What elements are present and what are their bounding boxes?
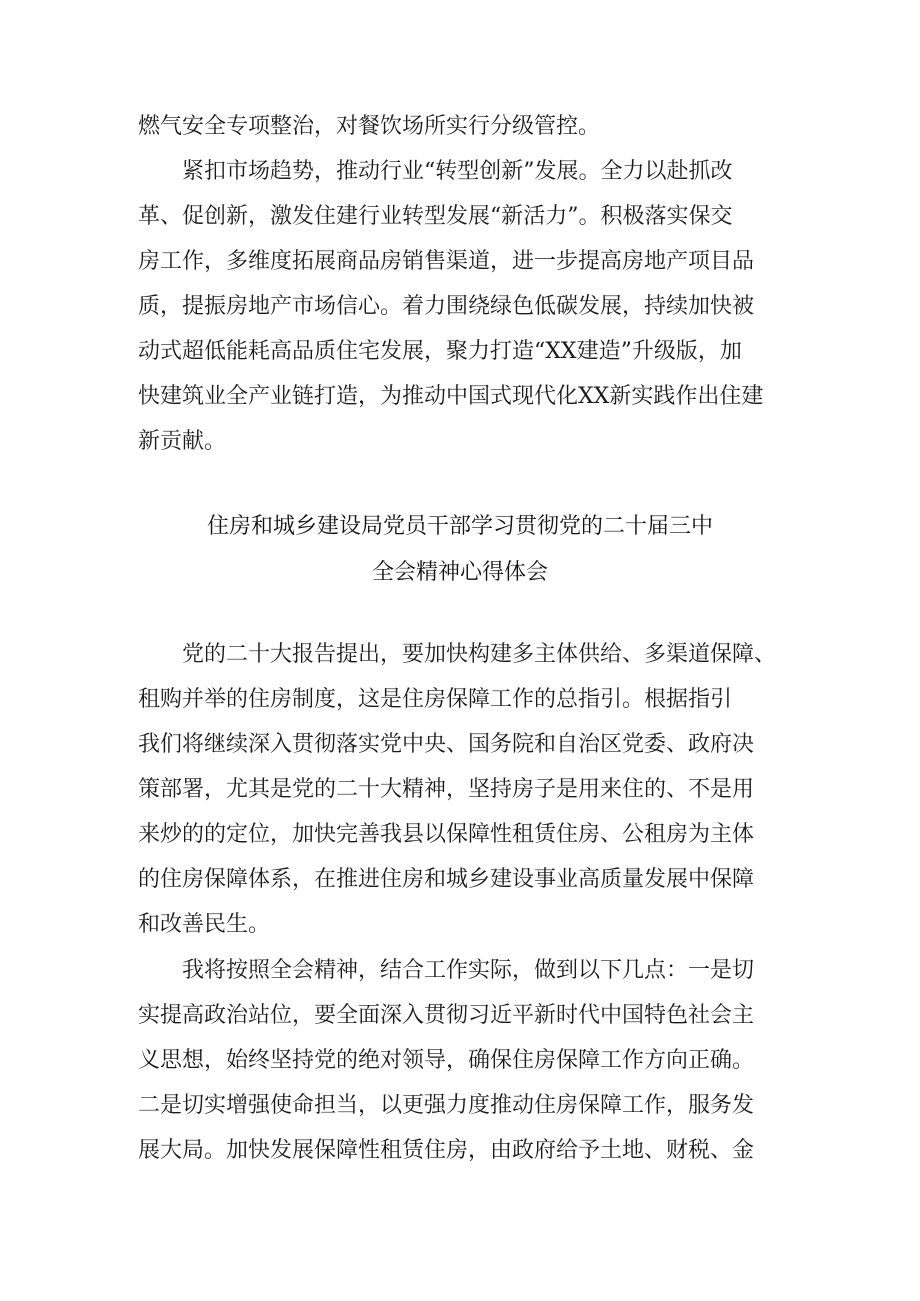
text-line: 燃气安全专项整治，对餐饮场所实行分级管控。 bbox=[138, 114, 601, 139]
text-line: 质，提振房地产市场信心。着力围绕绿色低碳发展，持续加快被 bbox=[138, 294, 755, 319]
text-line: 二是切实增强使命担当，以更强力度推动住房保障工作，服务发 bbox=[138, 1093, 755, 1118]
text-line: 我们将继续深入贯彻落实党中央、国务院和自治区党委、政府决 bbox=[138, 732, 755, 757]
text-line: 来炒的的定位，加快完善我县以保障性租赁住房、公租房为主体 bbox=[138, 822, 755, 847]
text-line: 革、促创新，激发住建行业转型发展“新活力”。积极落实保交 bbox=[138, 204, 733, 229]
text-line: 和改善民生。 bbox=[138, 912, 271, 937]
text-line: 房工作，多维度拓展商品房销售渠道，进一步提高房地产项目品 bbox=[138, 249, 755, 274]
text-line: 快建筑业全产业链打造，为推动中国式现代化XX新实践作出住建 bbox=[138, 384, 764, 409]
text-line: 租购并举的住房制度，这是住房保障工作的总指引。根据指引 bbox=[138, 687, 733, 712]
title-line-1: 住房和城乡建设局党员干部学习贯彻党的二十届三中 bbox=[206, 514, 713, 539]
text-line: 义思想，始终坚持党的绝对领导，确保住房保障工作方向正确。 bbox=[138, 1048, 755, 1073]
text-line: 实提高政治站位，要全面深入贯彻习近平新时代中国特色社会主 bbox=[138, 1003, 755, 1028]
text-line: 新贡献。 bbox=[138, 429, 227, 454]
text-line: 党的二十大报告提出，要加快构建多主体供给、多渠道保障、 bbox=[138, 642, 777, 667]
text-line: 的住房保障体系，在推进住房和城乡建设事业高质量发展中保障 bbox=[138, 867, 755, 892]
text-line: 展大局。加快发展保障性租赁住房，由政府给予土地、财税、金 bbox=[138, 1138, 755, 1163]
text-line: 紧扣市场趋势，推动行业“转型创新”发展。全力以赴抓改 bbox=[138, 159, 733, 184]
text-line: 策部署，尤其是党的二十大精神，坚持房子是用来住的、不是用 bbox=[138, 777, 755, 802]
text-line: 动式超低能耗高品质住宅发展，聚力打造“XX建造”升级版，加 bbox=[138, 339, 742, 364]
text-line: 我将按照全会精神，结合工作实际，做到以下几点：一是切 bbox=[138, 958, 755, 983]
title-line-2: 全会精神心得体会 bbox=[371, 560, 548, 585]
